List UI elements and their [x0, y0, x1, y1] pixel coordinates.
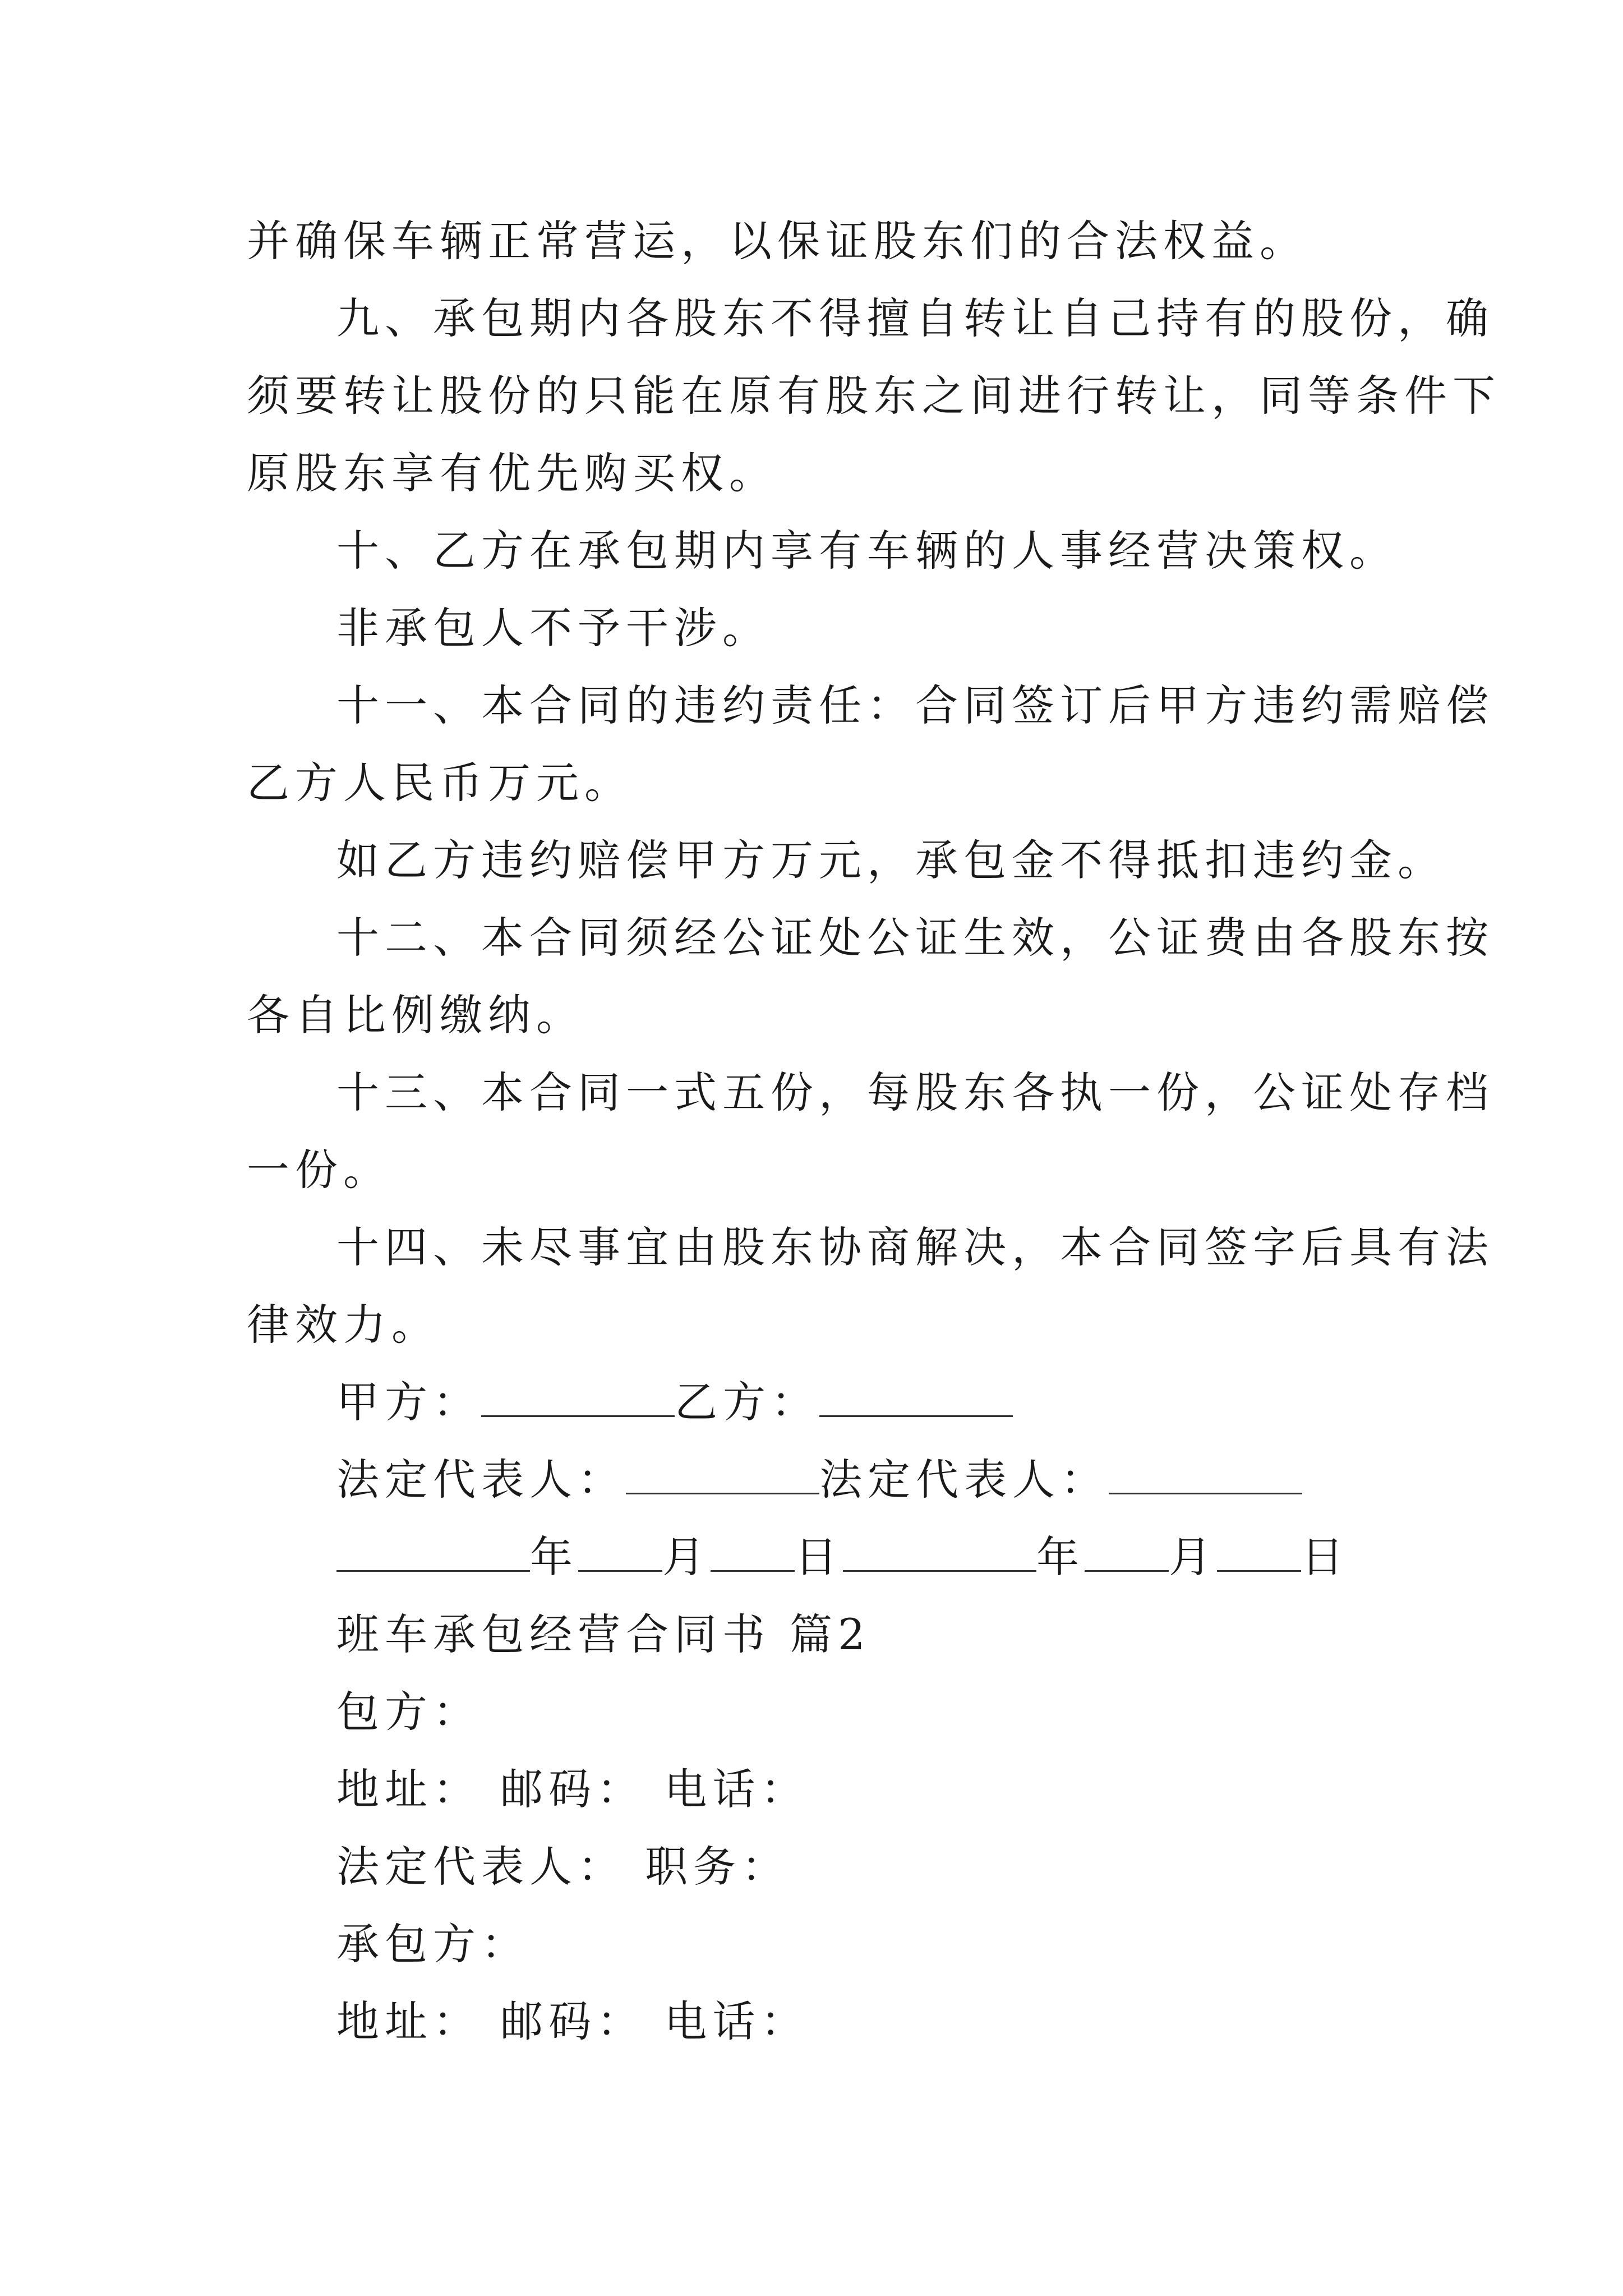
contractee-label: 承包方： — [336, 1919, 529, 1969]
contractee-address-line: 地址： 邮码： 电话： — [336, 1996, 809, 2046]
month-label: 月 — [662, 1532, 711, 1582]
signature-parties-row — [336, 1374, 1013, 1430]
day-a-blank — [711, 1531, 795, 1572]
party-a-label: 甲方： — [336, 1377, 481, 1427]
paragraph-line: 各自比例缴纳。 — [247, 990, 584, 1040]
paragraph-line: 一份。 — [247, 1145, 391, 1195]
party-b-label: 乙方： — [675, 1377, 819, 1427]
year-a-blank — [336, 1531, 530, 1572]
day-b-blank — [1217, 1531, 1301, 1572]
month-label: 月 — [1169, 1532, 1217, 1582]
contractor-address-line: 地址： 邮码： 电话： — [336, 1764, 809, 1814]
legal-rep-a-blank — [626, 1453, 819, 1494]
section-heading: 班车承包经营合同书 篇2 — [336, 1609, 871, 1659]
paragraph-line: 十二、本合同须经公证处公证生效，公证费由各股东按 — [336, 913, 1494, 963]
paragraph-line: 十一、本合同的违约责任：合同签订后甲方违约需赔偿 — [336, 680, 1494, 730]
legal-rep-position-line: 法定代表人： 职务： — [336, 1842, 790, 1892]
legal-rep-b-blank — [1109, 1453, 1302, 1494]
year-label: 年 — [530, 1532, 578, 1582]
party-a-blank — [481, 1376, 675, 1417]
signature-legal-rep-row — [336, 1452, 1302, 1508]
paragraph-line: 须要转让股份的只能在原有股东之间进行转让，同等条件下 — [247, 371, 1501, 421]
paragraph-line: 乙方人民币万元。 — [247, 758, 633, 808]
legal-rep-label-b: 法定代表人： — [819, 1455, 1109, 1504]
contractor-label: 包方： — [336, 1687, 481, 1737]
month-b-blank — [1085, 1531, 1169, 1572]
paragraph-line: 十四、未尽事宜由股东协商解决，本合同签字后具有法 — [336, 1222, 1494, 1272]
signature-date-row — [336, 1529, 1349, 1585]
day-label: 日 — [1301, 1532, 1349, 1582]
party-b-blank — [819, 1376, 1013, 1417]
day-label: 日 — [795, 1532, 843, 1582]
paragraph-line: 非承包人不予干涉。 — [336, 603, 771, 653]
paragraph-line: 十三、本合同一式五份，每股东各执一份，公证处存档 — [336, 1068, 1494, 1117]
year-label: 年 — [1036, 1532, 1085, 1582]
year-b-blank — [843, 1531, 1036, 1572]
paragraph-line: 如乙方违约赔偿甲方万元，承包金不得抵扣违约金。 — [336, 835, 1446, 885]
legal-rep-label-a: 法定代表人： — [336, 1455, 626, 1504]
paragraph-line: 原股东享有优先购买权。 — [247, 448, 777, 498]
paragraph-line: 律效力。 — [247, 1300, 440, 1350]
month-a-blank — [578, 1531, 662, 1572]
paragraph-line: 并确保车辆正常营运，以保证股东们的合法权益。 — [247, 216, 1308, 266]
paragraph-line: 九、承包期内各股东不得擅自转让自己持有的股份，确 — [336, 293, 1494, 343]
paragraph-line: 十、乙方在承包期内享有车辆的人事经营决策权。 — [336, 526, 1398, 576]
